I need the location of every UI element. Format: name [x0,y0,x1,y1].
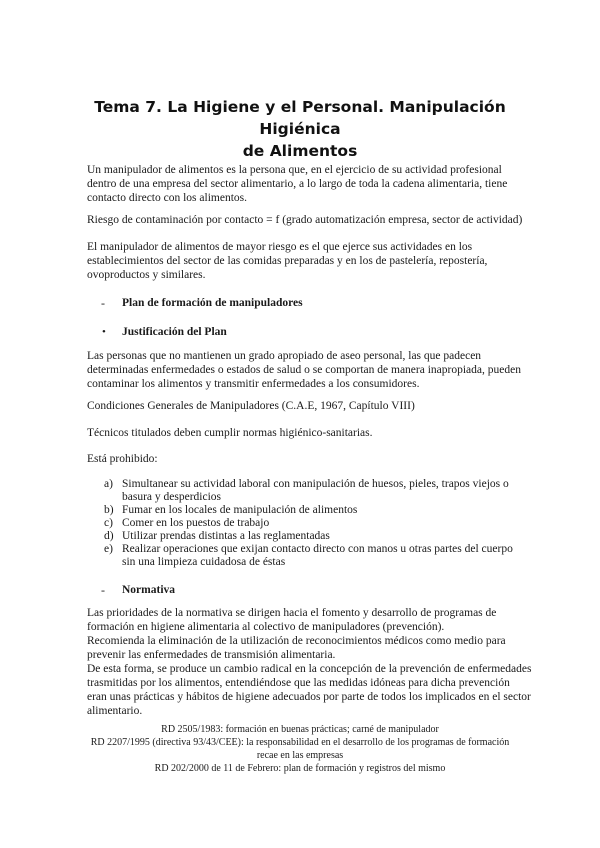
paragraph-line: formación en higiene alimentaria al colectivo de manipuladores (prevención). [87,621,445,633]
list-item: Realizar operaciones que exijan contacto directo con manos u otras partes del cuerpo [122,543,513,555]
list-item-label: b) [104,504,114,516]
paragraph-line: alimentario. [87,705,143,717]
paragraph-line: ovoproductos y similares. [87,269,206,281]
paragraph-line: Técnicos titulados deben cumplir normas higiénico-sanitarias. [87,427,373,439]
paragraph-line: prevenir las enfermedades de transmisión alimentaria. [87,649,336,661]
paragraph-line: eran unas prácticas y hábitos de higiene adecuados por parte de todos los implicados en el sector [87,691,531,703]
list-item-label: c) [104,517,113,529]
footer-reference: recae en las empresas [256,750,344,761]
contamination-formula: Riesgo de contaminación por contacto = f (grado automatización empresa, sector de actividad) [87,214,523,226]
paragraph-line: Recomienda la eliminación de la utilización de reconocimientos médicos como medio para [87,635,506,647]
list-item: Fumar en los locales de manipulación de alimentos [122,504,358,516]
paragraph-line: El manipulador de alimentos de mayor riesgo es el que ejerce sus actividades en los [87,241,473,253]
list-item-continuation: basura y desperdicios [122,491,221,503]
paragraph-line: De esta forma, se produce un cambio radical en la concepción de la prevención de enfermedades [87,663,532,675]
paragraph-line: contaminar los alimentos y transmitir enfermedades a los consumidores. [87,378,420,390]
paragraph-line: trasmitidas por los alimentos, entendiéndose que las medidas idóneas para dicha prevención [87,677,510,689]
list-item-continuation: sin una limpieza cuidadosa de éstas [122,556,286,568]
paragraph-line: contacto directo con los alimentos. [87,192,247,204]
bullet-dot: • [102,326,106,338]
paragraph-line: dentro de una empresa del sector alimentario, a lo largo de toda la cadena alimentaria, tiene [87,178,508,190]
title-line-1: Tema 7. La Higiene y el Personal. Manipulación Higiénica [94,98,506,138]
heading-justificacion: Justificación del Plan [122,326,227,338]
list-item-label: e) [104,543,113,555]
list-item: Simultanear su actividad laboral con manipulación de huesos, pieles, trapos viejos o [122,478,509,490]
paragraph-line: Las personas que no mantienen un grado apropiado de aseo personal, las que padecen [87,350,482,362]
paragraph-line: Un manipulador de alimentos es la persona que, en el ejercicio de su actividad profesional [87,164,502,176]
paragraph-line: Las prioridades de la normativa se dirigen hacia el fomento y desarrollo de programas de [87,607,497,619]
paragraph-line: determinadas enfermedades o estados de salud o se comportan de manera inapropiada, pueden [87,364,521,376]
list-item: Utilizar prendas distintas a las reglamentadas [122,530,330,542]
page-title [60,96,540,162]
footer-reference: RD 2505/1983: formación en buenas prácticas; carné de manipulador [161,724,439,735]
dash-bullet: - [101,583,105,597]
paragraph-line: Condiciones Generales de Manipuladores (C.A.E, 1967, Capítulo VIII) [87,400,415,412]
title-line-2: de Alimentos [242,142,358,160]
heading-plan-formacion: Plan de formación de manipuladores [122,297,303,309]
footer-reference: RD 2207/1995 (directiva 93/43/CEE): la responsabilidad en el desarrollo de los programas de formación [90,737,510,748]
dash-bullet: - [101,296,105,310]
list-item: Comer en los puestos de trabajo [122,517,270,529]
list-item-label: a) [104,478,113,490]
paragraph-line: establecimientos del sector de las comidas preparadas y en los de pastelería, repostería, [87,255,488,267]
paragraph-line: Está prohibido: [87,453,158,465]
list-item-label: d) [104,530,114,542]
heading-normativa: Normativa [122,584,176,596]
footer-reference: RD 202/2000 de 11 de Febrero: plan de formación y registros del mismo [154,763,446,774]
